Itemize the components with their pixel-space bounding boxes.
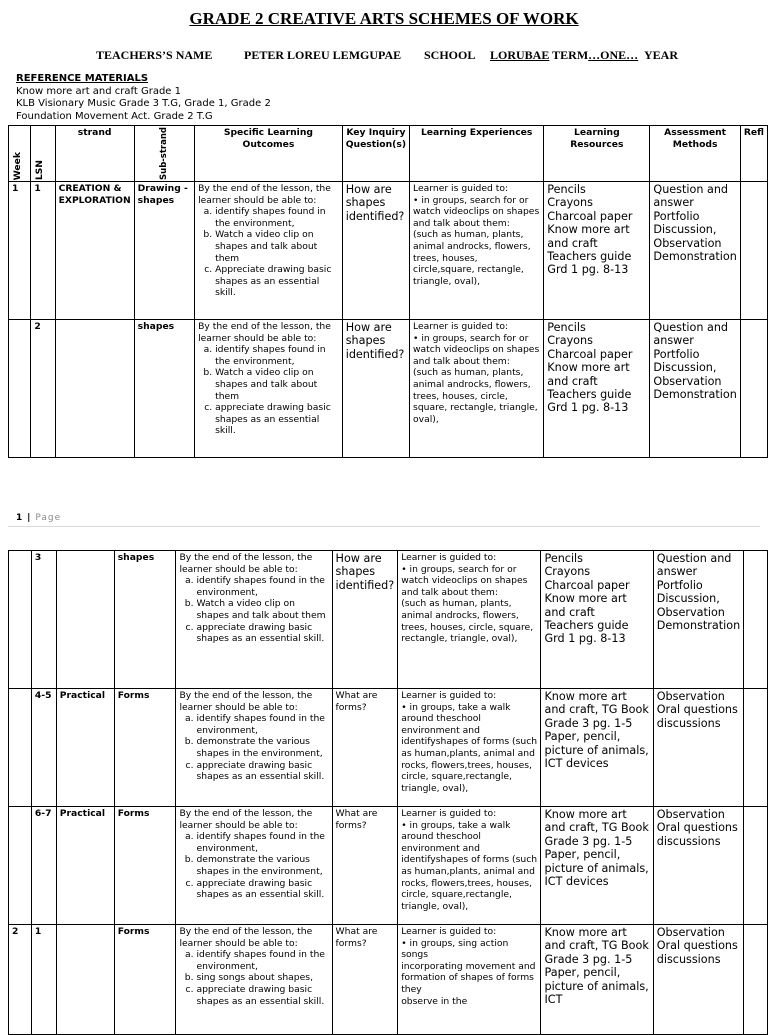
strand-cell <box>55 319 134 457</box>
reflection-cell <box>744 551 768 689</box>
outcome-item: a. identify shapes found in the environment, <box>196 713 328 736</box>
lsn-cell: 6-7 <box>31 807 56 925</box>
substrand-cell: Forms <box>114 807 176 925</box>
year-label: YEAR <box>644 48 679 62</box>
experiences-cell: Learner is guided to: • in groups, search for or watch videoclips on shapes and talk about them: (such as human, plants, animal androcks, flowers, trees, houses, circle, square, rectangle, triangle, oval), <box>398 551 541 689</box>
reference-heading: REFERENCE MATERIALS <box>16 73 149 84</box>
school-name: LORUBAE <box>490 48 550 62</box>
outcomes-intro: By the end of the lesson, the learner should be able to: <box>179 926 313 949</box>
table-row <box>9 551 768 689</box>
table-row <box>9 319 768 457</box>
experiences-cell: Learner is guided to: • in groups, take a walk around theschool environment and identifyshapes of forms (such as human,plants, animal and rocks, flowers,trees, houses, circle, square,rectangle, triangle, oval), <box>398 689 541 807</box>
week-cell <box>9 319 31 457</box>
teacher-label: TEACHERS’S NAME <box>96 48 213 62</box>
assessment-cell: Question and answer Portfolio Discussion, Observation Demonstration <box>653 551 743 689</box>
resources-cell: Know more art and craft, TG Book Grade 3 pg. 1-5 Paper, pencil, picture of animals, ICT <box>541 925 653 1035</box>
reflection-cell <box>744 689 768 807</box>
lsn-cell: 3 <box>31 551 56 689</box>
term-label: TERM <box>552 48 589 62</box>
outcomes-header: Specific Learning Outcomes <box>195 126 343 182</box>
outcomes-intro: By the end of the lesson, the learner should be able to: <box>179 552 313 575</box>
substrand-cell: Forms <box>114 689 176 807</box>
inquiry-header: Key Inquiry Question(s) <box>342 126 409 182</box>
strand-cell: CREATION & EXPLORATION <box>55 181 134 319</box>
outcome-item: b. Watch a video clip on shapes and talk about them <box>196 598 328 621</box>
resources-cell: Pencils Crayons Charcoal paper Know more art and craft Teachers guide Grd 1 pg. 8-13 <box>544 319 650 457</box>
experiences-cell: Learner is guided to: • in groups, search for or watch videoclips on shapes and talk about them: (such as human, plants, animal androcks, flowers, trees, houses, circle,square, rectangle, triangle, oval), <box>410 181 544 319</box>
reflection-cell <box>740 181 767 319</box>
strand-cell <box>56 925 114 1035</box>
page-word: Page <box>35 513 62 523</box>
outcomes-list <box>179 575 328 645</box>
outcomes-intro: By the end of the lesson, the learner should be able to: <box>179 808 313 831</box>
substrand-header: Sub-strand <box>134 126 194 182</box>
term-value: …ONE… <box>588 48 639 62</box>
reflection-cell <box>744 925 768 1035</box>
reference-materials <box>16 73 271 123</box>
inquiry-cell: What are forms? <box>332 925 398 1035</box>
week-cell: 1 <box>9 181 31 319</box>
outcomes-intro: By the end of the lesson, the learner should be able to: <box>198 320 331 344</box>
reflection-header: Refl <box>740 126 767 182</box>
reference-line: Foundation Movement Act. Grade 2 T.G <box>16 110 213 122</box>
footer-divider <box>8 526 760 527</box>
outcomes-list <box>198 344 339 437</box>
week-cell <box>9 807 32 925</box>
outcome-item: a. identify shapes found in the environment, <box>196 575 328 598</box>
teacher-name: PETER LOREU LEMGUPAE <box>244 48 402 62</box>
resources-cell: Pencils Crayons Charcoal paper Know more art and craft Teachers guide Grd 1 pg. 8-13 <box>544 181 650 319</box>
outcomes-list <box>198 206 339 299</box>
reflection-cell <box>744 807 768 925</box>
outcomes-cell <box>176 925 332 1035</box>
outcome-item: b. demonstrate the various shapes in the environment, <box>196 854 328 877</box>
outcomes-intro: By the end of the lesson, the learner should be able to: <box>198 182 331 206</box>
outcomes-cell <box>176 689 332 807</box>
strand-header: strand <box>55 126 134 182</box>
outcome-item: a. identify shapes found in the environment, <box>215 206 339 229</box>
inquiry-cell: How are shapes identified? <box>332 551 398 689</box>
lsn-cell: 4-5 <box>31 689 56 807</box>
outcome-item: a. identify shapes found in the environment, <box>196 831 328 854</box>
inquiry-cell: How are shapes identified? <box>342 319 409 457</box>
outcome-item: a. identify shapes found in the environment, <box>215 344 339 367</box>
lsn-cell: 2 <box>31 319 55 457</box>
table-row <box>9 689 768 807</box>
outcomes-cell <box>195 319 343 457</box>
inquiry-cell: How are shapes identified? <box>342 181 409 319</box>
week-cell <box>9 689 32 807</box>
outcome-item: c. appreciate drawing basic shapes as an essential skill. <box>196 878 328 901</box>
strand-cell: Practical <box>56 807 114 925</box>
reference-line: KLB Visionary Music Grade 3 T.G, Grade 1, Grade 2 <box>16 98 271 109</box>
outcomes-cell <box>195 181 343 319</box>
outcomes-list <box>179 949 328 1007</box>
outcomes-intro: By the end of the lesson, the learner should be able to: <box>179 690 313 713</box>
table-row <box>9 925 768 1035</box>
assessment-cell: Observation Oral questions discussions <box>653 807 743 925</box>
inquiry-cell: What are forms? <box>332 689 398 807</box>
outcome-item: c. Appreciate drawing basic shapes as an essential skill. <box>215 264 339 299</box>
page-number: 1 <box>16 513 24 523</box>
scheme-table-page-2 <box>8 550 768 1035</box>
lsn-cell: 1 <box>31 925 56 1035</box>
experiences-cell: Learner is guided to: • in groups, take a walk around theschool environment and identifyshapes of forms (such as human,plants, animal and rocks, flowers,trees, houses, circle, square,rectangle, triangle, oval), <box>398 807 541 925</box>
substrand-cell: Drawing - shapes <box>134 181 194 319</box>
outcome-item: c. appreciate drawing basic shapes as an essential skill. <box>196 760 328 783</box>
strand-cell: Practical <box>56 689 114 807</box>
substrand-cell: shapes <box>114 551 176 689</box>
resources-header: Learning Resources <box>544 126 650 182</box>
outcomes-list <box>179 831 328 901</box>
document-title: GRADE 2 CREATIVE ARTS SCHEMES OF WORK <box>189 9 579 28</box>
experiences-cell: Learner is guided to: • in groups, search for or watch videoclips on shapes and talk about them: (such as human, plants, animal androcks, flowers, trees, houses, circle, square, rectangle, triangle, oval), <box>410 319 544 457</box>
resources-cell: Know more art and craft, TG Book Grade 3 pg. 1-5 Paper, pencil, picture of animals, ICT devices <box>541 807 653 925</box>
assessment-cell: Observation Oral questions discussions <box>653 689 743 807</box>
page-footer: 1 | Page <box>16 513 62 523</box>
school-term-line <box>490 48 638 63</box>
lsn-header: LSN <box>31 126 55 182</box>
experiences-header: Learning Experiences <box>410 126 544 182</box>
scheme-table-page-1 <box>8 125 768 458</box>
substrand-cell: shapes <box>134 319 194 457</box>
outcome-item: b. demonstrate the various shapes in the environment, <box>196 736 328 759</box>
week-cell <box>9 551 32 689</box>
substrand-cell: Forms <box>114 925 176 1035</box>
strand-cell <box>56 551 114 689</box>
outcome-item: c. appreciate drawing basic shapes as an essential skill. <box>215 402 339 437</box>
assessment-cell: Observation Oral questions discussions <box>653 925 743 1035</box>
experiences-cell: Learner is guided to: • in groups, sing action songs incorporating movement and formation of shapes of forms they observe in the <box>398 925 541 1035</box>
outcomes-cell <box>176 807 332 925</box>
table-row <box>9 181 768 319</box>
outcome-item: c. appreciate drawing basic shapes as an essential skill. <box>196 622 328 645</box>
inquiry-cell: What are forms? <box>332 807 398 925</box>
week-header: Week <box>9 126 31 182</box>
resources-cell: Pencils Crayons Charcoal paper Know more art and craft Teachers guide Grd 1 pg. 8-13 <box>541 551 653 689</box>
outcomes-cell <box>176 551 332 689</box>
assessment-cell: Question and answer Portfolio Discussion, Observation Demonstration <box>650 181 740 319</box>
outcome-item: b. sing songs about shapes, <box>196 972 328 984</box>
resources-cell: Know more art and craft, TG Book Grade 3 pg. 1-5 Paper, pencil, picture of animals, ICT devices <box>541 689 653 807</box>
outcomes-list <box>179 713 328 783</box>
week-cell: 2 <box>9 925 32 1035</box>
outcome-item: b. Watch a video clip on shapes and talk about them <box>215 367 339 402</box>
outcome-item: b. Watch a video clip on shapes and talk about them <box>215 229 339 264</box>
reference-line: Know more art and craft Grade 1 <box>16 85 181 97</box>
assessment-header: Assessment Methods <box>650 126 740 182</box>
school-label: SCHOOL <box>424 48 476 62</box>
header-row <box>9 126 768 182</box>
assessment-cell: Question and answer Portfolio Discussion, Observation Demonstration <box>650 319 740 457</box>
table-row <box>9 807 768 925</box>
reflection-cell <box>740 319 767 457</box>
outcome-item: c. appreciate drawing basic shapes as an essential skill. <box>196 984 328 1007</box>
outcome-item: a. identify shapes found in the environment, <box>196 949 328 972</box>
lsn-cell: 1 <box>31 181 55 319</box>
